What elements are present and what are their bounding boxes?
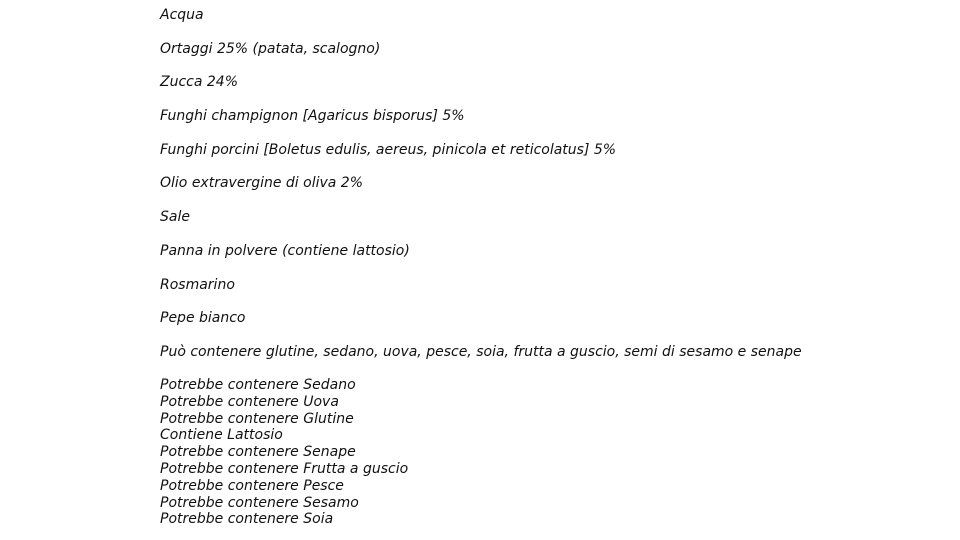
ingredients-document: [160, 0, 940, 528]
may-contain-statement: Può contenere glutine, sedano, uova, pesce, soia, frutta a guscio, semi di sesamo e senape: [160, 343, 802, 360]
allergen-item: Potrebbe contenere Sesamo: [160, 494, 359, 511]
allergen-item: Potrebbe contenere Sedano: [160, 377, 356, 393]
ingredient-item: Panna in polvere (contiene lattosio): [160, 242, 410, 259]
allergen-item: Potrebbe contenere Senape: [160, 444, 356, 461]
allergen-item: Potrebbe contenere Soia: [160, 511, 334, 528]
ingredient-item: Funghi porcini [Boletus edulis, aereus, pinicola et reticolatus] 5%: [160, 141, 617, 158]
ingredient-item: Olio extravergine di oliva 2%: [160, 175, 363, 192]
ingredient-item: Acqua: [160, 7, 204, 23]
ingredient-item: Ortaggi 25% (patata, scalogno): [160, 40, 381, 57]
ingredient-item: Sale: [160, 209, 190, 226]
ingredient-item: Pepe bianco: [160, 310, 246, 327]
allergen-item: Potrebbe contenere Uova: [160, 393, 339, 410]
allergen-item: Potrebbe contenere Pesce: [160, 477, 344, 494]
allergen-item: Potrebbe contenere Frutta a guscio: [160, 460, 409, 477]
ingredient-item: Zucca 24%: [160, 74, 239, 91]
allergen-item: Potrebbe contenere Glutine: [160, 410, 354, 427]
ingredient-item: Funghi champignon [Agaricus bisporus] 5%: [160, 108, 465, 125]
ingredient-list: [160, 5, 940, 362]
allergen-list: [160, 377, 408, 528]
ingredient-item: Rosmarino: [160, 276, 235, 293]
allergen-item: Contiene Lattosio: [160, 427, 283, 444]
